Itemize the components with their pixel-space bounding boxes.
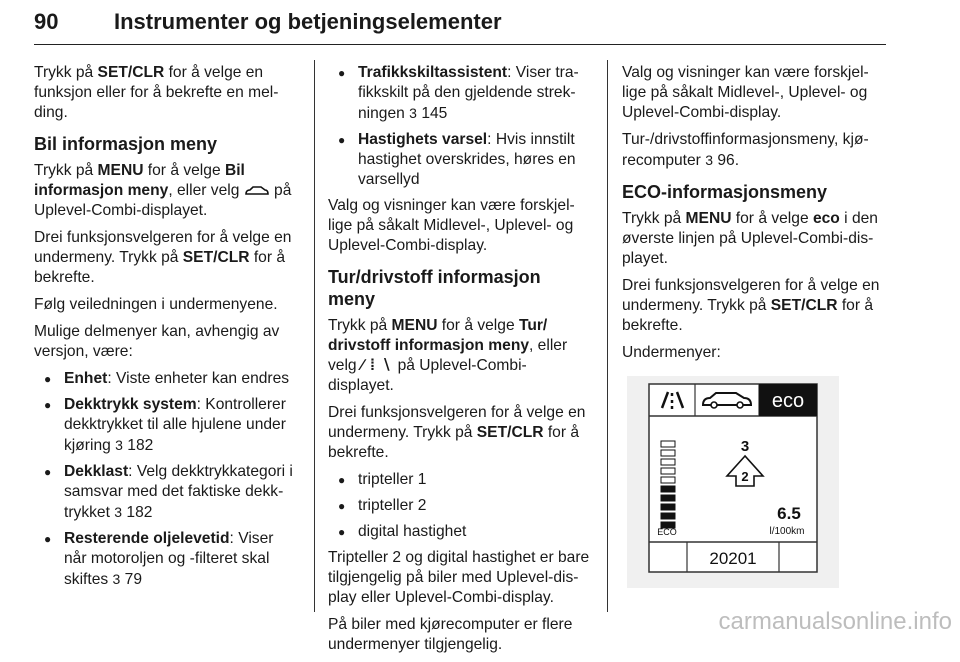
list-item: ● Dekktrykk system: Kontrollerer dekktrykket til alle hjulene under kjøring 3 182 — [34, 395, 300, 456]
eco-tab-label: eco — [771, 390, 805, 412]
watermark: carmanualsonline.info — [718, 608, 952, 635]
paragraph: Drei funksjonsvelgeren for å velge en undermeny. Trykk på SET/CLR for å bekrefte. — [34, 229, 292, 286]
section-heading: ECO-informasjonsmeny — [622, 182, 828, 202]
paragraph: Tur-/drivstoffinformasjonsmeny, kjø-recomputer 3 96. — [622, 131, 869, 169]
list-item: ● Dekklast: Velg dekktrykkategori i samsvar med det faktiske dekk-trykket 3 182 — [34, 462, 300, 523]
consumption-unit: l/100km — [769, 526, 805, 537]
paragraph: Trykk på SET/CLR for å velge en funksjon eller for å bekrefte en mel-ding. — [34, 64, 279, 121]
eco-bar-empty — [661, 459, 675, 465]
list-item: ● tripteller 2 — [328, 496, 592, 516]
car-icon — [244, 185, 270, 197]
submenu-list — [328, 470, 592, 542]
submenu-list — [34, 369, 300, 590]
list-item: ● tripteller 1 — [328, 470, 592, 490]
column-1 — [34, 63, 300, 596]
reference-arrow-icon: 3 — [112, 571, 121, 587]
paragraph: Valg og visninger kan være forskjel-lige på såkalt Midlevel-, Uplevel- og Uplevel-Combi-display. — [622, 64, 869, 121]
section-heading: Bil informasjon meny — [34, 134, 218, 154]
page-number: 90 — [34, 9, 59, 34]
gear-recommend-number: 3 — [740, 438, 750, 455]
paragraph: Tripteller 2 og digital hastighet er bare tilgjengelig på biler med Uplevel-dis-play eller Uplevel-Combi-display. — [328, 549, 590, 606]
page-title: Instrumenter og betjeningselementer — [114, 9, 502, 34]
list-item: ● Trafikkskiltassistent: Viser tra-fikkskilt på den gjeldende strek-ningen 3 145 — [328, 63, 592, 124]
trip-road-icon: ∕ ⁞ ∖ — [360, 357, 394, 374]
reference-arrow-icon: 3 — [114, 504, 123, 520]
eco-bar-filled — [661, 486, 675, 492]
list-item: ● Hastighets varsel: Hvis innstilt hastighet overskrides, høres en varsellyd — [328, 130, 592, 190]
submenu-list — [328, 63, 592, 190]
odometer-value: 20201 — [709, 549, 757, 568]
eco-label: ECO — [657, 527, 677, 537]
list-item: ● Resterende oljelevetid: Viser når motoroljen og -filteret skal skiftes 3 79 — [34, 529, 300, 590]
current-gear-number: 2 — [741, 469, 749, 484]
list-item: ● digital hastighet — [328, 522, 592, 542]
reference-arrow-icon: 3 — [115, 437, 123, 453]
paragraph: Trykk på MENU for å velge Tur/ drivstoff informasjon meny, eller velg ∕ ⁞ ∖ på Uplevel-Combi-displayet. — [328, 317, 568, 394]
eco-bar-filled — [661, 495, 675, 501]
paragraph: Følg veiledningen i undermenyene. — [34, 296, 278, 313]
eco-bar-empty — [661, 450, 675, 456]
reference-arrow-icon: 3 — [409, 105, 417, 121]
column-3 — [622, 63, 888, 594]
paragraph: Mulige delmenyer kan, avhengig av versjon, være: — [34, 323, 280, 360]
eco-bar-empty — [661, 477, 675, 483]
paragraph: Trykk på MENU for å velge Bil informasjon meny, eller velg på Uplevel-Combi-displayet. — [34, 162, 292, 219]
eco-bar-filled — [661, 504, 675, 510]
page-header — [34, 6, 886, 45]
section-heading: Tur/drivstoff informasjon meny — [328, 267, 541, 309]
paragraph: Valg og visninger kan være forskjel-lige på såkalt Midlevel-, Uplevel- og Uplevel-Combi-display. — [328, 197, 575, 254]
column-divider — [314, 60, 315, 612]
paragraph: Undermenyer: — [622, 344, 721, 361]
list-item: ● Enhet: Viste enheter kan endres — [34, 369, 300, 389]
eco-bar-empty — [661, 468, 675, 474]
consumption-value: 6.5 — [777, 504, 801, 523]
paragraph: Trykk på MENU for å velge eco i den øverste linjen på Uplevel-Combi-dis-playet. — [622, 210, 878, 267]
column-divider — [607, 60, 608, 612]
eco-bar-empty — [661, 441, 675, 447]
paragraph: Drei funksjonsvelgeren for å velge en undermeny. Trykk på SET/CLR for å bekrefte. — [328, 404, 586, 461]
eco-bar-filled — [661, 513, 675, 519]
reference-arrow-icon: 3 — [705, 152, 713, 168]
eco-display-illustration — [627, 376, 839, 588]
paragraph: På biler med kjørecomputer er flere undermenyer tilgjengelig. — [328, 616, 573, 653]
paragraph: Drei funksjonsvelgeren for å velge en undermeny. Trykk på SET/CLR for å bekrefte. — [622, 277, 880, 334]
column-2 — [328, 63, 592, 662]
eco-icon: eco — [812, 210, 840, 227]
